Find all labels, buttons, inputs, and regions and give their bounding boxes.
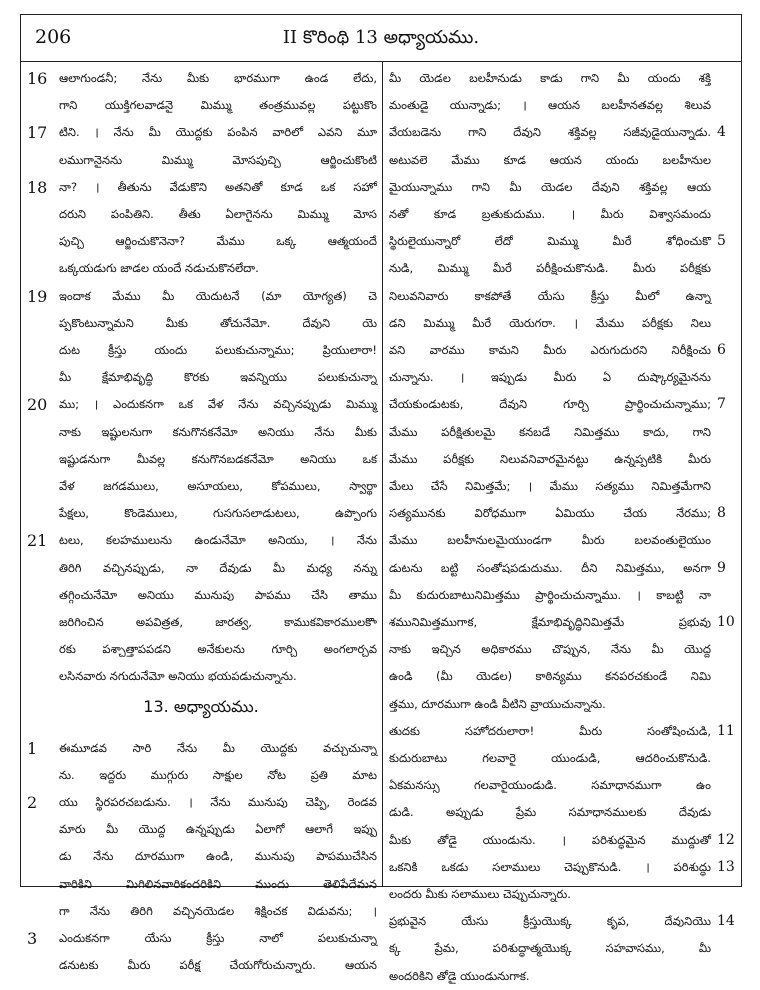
- verse-text: తిరిగి వచ్చినప్పుడు, నా దేవుడు మీ మధ్య నన్ను: [59, 560, 377, 575]
- verse-text: ము; । ఎందుకనగా ఒక వేళ నేను వచ్చినప్పుడు మిమ్ము: [59, 397, 377, 412]
- verse-text: జరిగించిన అపవిత్రత, జారత్వ, కాముకవికారములకొా: [59, 615, 377, 629]
- page-title: II కొరింథి 13 అధ్యాయము.: [282, 27, 480, 48]
- page-number: 206: [35, 26, 72, 48]
- text-line: [389, 228, 726, 255]
- text-line: [389, 582, 711, 609]
- verse-text: డనుటకు మీరు పరీక్ష చేయగోరుచున్నారు. ఆయన: [59, 958, 377, 973]
- text-line: [389, 963, 711, 990]
- verse-text: స్థిరులైయున్నారో లేదో మిమ్ము మీరే శోధించుకొ: [389, 234, 711, 249]
- text-line: [389, 609, 735, 636]
- text-line: [389, 391, 726, 418]
- verse-text: ఇందాక మేము మీ యెదుటనే (మా యోగ్యత) చె: [59, 288, 377, 303]
- text-line: [27, 65, 377, 92]
- verse-text: నా? । తీతును వేడుకొని అతనితో కూడ ఒక సహో: [59, 179, 377, 194]
- text-line: [389, 827, 735, 854]
- verse-number: 17: [27, 123, 48, 143]
- text-line: [389, 310, 711, 337]
- verse-text: పేక్షలు, కొండెములు, గుసగుసలాడుటలు, ఉప్పొంగు: [59, 506, 377, 521]
- verse-text: లసినవారు నగుదునేమో అనియు భయపడుచున్నాను.: [59, 669, 297, 684]
- verse-number: 16: [27, 69, 48, 88]
- verse-text: అటువలె మేము కూడ ఆయన యందు బలహీనుల: [389, 152, 711, 167]
- verse-number: 20: [27, 395, 48, 415]
- verse-text: నతో కూడ బ్రతుకుదుము. । మీరు విశ్వాసమందు: [389, 207, 711, 221]
- verse-number: 4: [717, 124, 726, 141]
- text-line: [389, 119, 726, 146]
- verse-text: క్క ప్రేమ, పరిశుద్ధాత్మయొక్క సహవాసము, మీ: [389, 941, 711, 956]
- verse-number: 12: [717, 831, 735, 848]
- verse-text: మంతుడై యున్నాడు; । ఆయన బలహీనతవల్ల శిలువ: [389, 98, 711, 113]
- bible-page: [20, 14, 742, 983]
- text-line: [59, 201, 377, 228]
- text-line: [389, 92, 711, 119]
- text-line: [27, 925, 377, 952]
- verse-number: 10: [717, 614, 735, 630]
- verse-number: 21: [27, 531, 48, 551]
- verse-text: ఎందుకనగా యేసు క్రీస్తు నాలో పలుకుచున్నా: [59, 931, 377, 945]
- text-line: [27, 283, 377, 310]
- verse-number: 3: [27, 929, 38, 948]
- verse-text: మైయున్నాము గాని మీ యెడల దేవుని శక్తివల్ల ఆయ: [389, 179, 711, 194]
- verse-text: డు నేను దూరముగా ఉండి, మునుపు పాపముచేసిన: [59, 849, 377, 864]
- verse-number: 6: [717, 342, 726, 358]
- text-line: [389, 473, 711, 500]
- verse-text: మారు మీ యొద్ద ఉన్నప్పుడు ఏలాగో ఆలాగే ఇప్పు: [59, 822, 377, 837]
- verse-number: 13: [717, 858, 735, 875]
- text-line: [59, 952, 377, 979]
- verse-text: లందరు మీకు సలాములు చెప్పుచున్నారు.: [389, 887, 571, 901]
- verse-text: మీ యెడల బలహీనుడు కాడు గాని మీ యందు శక్తి: [389, 71, 711, 85]
- text-line: [389, 663, 711, 690]
- verse-text: టలు, కలహములును ఉండునేమో అనియు, । నేను: [59, 533, 377, 548]
- text-line: [59, 555, 377, 582]
- text-line: [27, 789, 377, 816]
- verse-number: 9: [717, 559, 726, 576]
- text-line: [389, 147, 711, 174]
- text-line: [59, 255, 377, 282]
- verse-text: ప్పకొంటున్నామని మీకు తోచునేమో. దేవుని యె: [59, 315, 377, 330]
- text-line: [59, 871, 377, 898]
- text-line: [389, 283, 711, 310]
- verse-text: కుదురుబాటు గలవారై యుండుడి, ఆదరించుకొనుడి.: [389, 751, 711, 765]
- text-line: [59, 92, 377, 119]
- verse-text: ఏకమనస్సు గలవారైయుండుడి. సమాధానముగా ఉం: [389, 778, 711, 793]
- text-line: [59, 500, 377, 527]
- verse-text: చేయకుండుటకు, దేవుని గూర్చి ప్రార్థించుచున్నాము;: [389, 397, 711, 412]
- verse-text: డని మిమ్ము మీరే యెరుగరా. । మేము పరీక్షకు నిలు: [389, 315, 711, 330]
- text-line: [389, 255, 711, 282]
- verse-number: 2: [27, 793, 38, 812]
- text-line: [389, 364, 711, 391]
- verse-text: వని వారము కామని మీరు ఎరుగుదురని నిరీక్షించు: [389, 343, 711, 357]
- verse-text: వేయబడెను గాని దేవుని శక్తివల్ల సజీవుడైయున్నాడు.: [389, 125, 711, 140]
- verse-text: మేము పరీక్షితులమై కనబడే నిమిత్తము కాదు, గాని: [389, 424, 711, 439]
- verse-text: మేలు చేసే నిమిత్తమే; । మేము సత్యము నిమిత్తమేగాని: [389, 479, 711, 493]
- text-line: [27, 735, 377, 762]
- text-line: [389, 337, 726, 364]
- verse-text: మేము పరీక్షకు నిలువనివారమైనట్టు ఉన్నప్పటికి మీరు: [389, 451, 711, 466]
- verse-number: 11: [717, 722, 735, 739]
- verse-text: ఒక్కయడుగు జాడల యందే నడుచుకొనలేదా.: [59, 261, 259, 276]
- verse-text: వారికిని మిగిలినవారికందరికిని ముందు తెలిపేదేమన: [59, 876, 377, 891]
- text-line: [59, 228, 377, 255]
- text-line: [59, 582, 377, 609]
- verse-text: మీ కుదురుబాటునిమిత్తము ప్రార్థించుచున్నాము. । కాబట్టి నా: [389, 587, 711, 602]
- verse-text: ఒకనికి ఒకడు సలాములు చెప్పుకొనుడి. । పరిశుద్ధు: [389, 859, 711, 874]
- text-line: [59, 898, 377, 925]
- text-line: [59, 419, 377, 446]
- text-line: [389, 201, 711, 228]
- verse-text: గా నేను తిరిగి వచ్చినయెడల శిక్షించక విడువను; ।: [59, 903, 377, 918]
- text-line: [59, 816, 377, 843]
- text-line: [27, 391, 377, 418]
- verse-text: ఆలాగుండనీ; నేను మీకు భారముగా ఉండ లేదు,: [59, 71, 377, 85]
- text-line: [59, 337, 377, 364]
- verse-text: యు స్థిరపరచబడును. । నేను మునుపు చెప్పి, రెండవ: [59, 795, 377, 809]
- text-line: [389, 772, 711, 799]
- text-line: [389, 419, 711, 446]
- text-line: [59, 310, 377, 337]
- text-line: [389, 799, 711, 826]
- verse-text: త్తము, దూరముగా ఉండి వీటిని వ్రాయుచున్నాను.: [389, 696, 606, 711]
- text-line: [389, 854, 735, 881]
- verse-text: ఇష్టుడనుగా మీవల్ల కనుగొనబడకనేమో అనియు ఒక: [59, 451, 377, 466]
- text-line: [389, 500, 726, 527]
- verse-text: మీకు తోడై యుండును. । పరిశుద్ధమైన ముద్దుతో: [389, 832, 711, 847]
- verse-number: 1: [27, 738, 38, 758]
- verse-number: 7: [717, 396, 726, 413]
- verse-text: తుదకు సహోదరులారా! మీరు సంతోషించుడి,: [389, 723, 711, 738]
- verse-text: దరుని పంపితిని. తీతు ఏలాగైనను మిమ్ము మోస: [59, 207, 377, 221]
- text-line: [59, 609, 377, 636]
- verse-text: తగ్గించునేమో అనియు మునుపు పాపము చేసి తాము: [59, 587, 377, 602]
- text-line: [389, 636, 711, 663]
- verse-text: వేళ జగడములు, అసూయలు, కోపములు, స్వార్థా: [59, 479, 377, 493]
- verse-text: సత్యమునకు విరోధముగా ఏమియు చేయ నేరము;: [389, 506, 711, 521]
- verse-text: దుట క్రీస్తు యందు పలుకుచున్నాము; ప్రియులారా!: [59, 343, 377, 357]
- text-line: [389, 718, 735, 745]
- text-line: [389, 65, 711, 92]
- text-line: [389, 881, 711, 908]
- text-line: [59, 843, 377, 870]
- verse-text: నాకు ఇచ్చిన అధికారము చొప్పున, నేను మీ యొద్ద: [389, 642, 711, 657]
- verse-number: 14: [717, 913, 735, 930]
- text-line: [59, 762, 377, 789]
- column-divider: [382, 61, 383, 887]
- verse-text: శమునిమిత్తముగాక, క్షేమాభివృద్ధినిమిత్తమే ప్రభువు: [389, 615, 711, 629]
- verse-text: ఉండి (మీ యెడల) కాఠిన్యము కనపరచకుండే నిమి: [389, 669, 711, 684]
- verse-text: అందరికిని తోడై యుండునుగాక.: [389, 968, 530, 983]
- chapter-heading: 13. అధ్యాయము.: [143, 696, 259, 716]
- text-line: [59, 473, 377, 500]
- text-line: [59, 364, 377, 391]
- verse-text: డుటను బట్టి సంతోషపడుదుము. దీని నిమిత్తము, అనగా: [389, 560, 711, 575]
- verse-text: నిలువనివారు కాకపోతే యేసు క్రీస్తు మీలో ఉన్నా: [389, 288, 711, 303]
- verse-number: 8: [717, 505, 726, 522]
- verse-text: రకు పశ్చాత్తాపపడని అనేకులను గూర్చి అంగలార్చవ: [59, 642, 377, 657]
- text-line: [389, 908, 735, 935]
- text-line: [59, 636, 377, 663]
- text-line: [27, 174, 377, 201]
- text-line: [389, 174, 711, 201]
- text-line: [389, 555, 726, 582]
- verse-text: డుడి. అప్పుడు ప్రేమ సమాధానములకు దేవుడు: [389, 805, 711, 820]
- verse-text: మీ క్షేమాభివృద్ధి కొరకు ఇవన్నియు పలుకుచున్నా: [59, 370, 377, 385]
- verse-text: లముగానైనను మిమ్ము మోసపుచ్చి ఆర్జించుకొంటి: [59, 152, 377, 167]
- verse-text: నుడి, మిమ్ము మీరే పరీక్షించుకొనుడి. మీరు పరీక్షకు: [389, 261, 711, 276]
- text-line: [27, 119, 377, 146]
- verse-text: నాకు ఇష్టులనుగా కనుగొనకనేమో అనియు నేను మీకు: [59, 424, 377, 439]
- text-line: [389, 745, 711, 772]
- verse-text: ప్రభువైన యేసు క్రీస్తుయొక్క కృప, దేవునియొ: [389, 914, 711, 929]
- verse-text: ను. ఇద్దరు ముగ్గురు సాక్షుల నోట ప్రతి మాట: [59, 767, 377, 782]
- verse-text: టిని. । నేను మీ యొద్దకు పంపిన వారిలో ఎవని మూ: [59, 125, 377, 140]
- text-line: [59, 663, 377, 690]
- verse-text: ఈమూడవ సారి నేను మీ యొద్దకు వచ్చుచున్నా: [59, 740, 377, 755]
- verse-number: 19: [27, 286, 48, 306]
- page-header: [21, 15, 741, 62]
- verse-text: చున్నాను. । ఇప్పుడు మీరు ఏ దుష్కార్యమైనను: [389, 370, 711, 385]
- text-line: [59, 147, 377, 174]
- text-line: [27, 527, 377, 554]
- text-line: [389, 446, 711, 473]
- text-line: [389, 935, 711, 962]
- verse-number: 5: [717, 233, 726, 250]
- verse-text: గాని యుక్తిగలవాడనై మిమ్ము తంత్రమువల్ల పట్టుకొం: [59, 98, 377, 113]
- text-line: [389, 691, 711, 718]
- verse-text: పుచ్చి ఆర్జించుకొనెనా? మేము ఒక్క ఆత్మయందే: [59, 234, 377, 249]
- verse-text: మేము బలహీనులమైయుండగా మీరు బలవంతులైయుం: [389, 533, 711, 548]
- text-line: [389, 527, 711, 554]
- text-line: [59, 446, 377, 473]
- verse-number: 18: [27, 177, 48, 197]
